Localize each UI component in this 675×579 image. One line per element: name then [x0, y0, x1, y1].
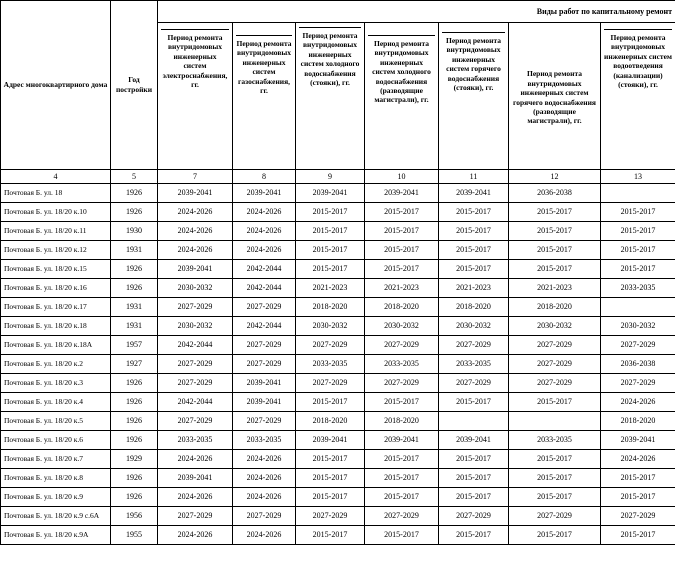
year-cell: 1926: [111, 184, 158, 203]
period-cell: 2015-2017: [601, 203, 675, 222]
period-cell: 2015-2017: [601, 260, 675, 279]
table-row: [1, 317, 675, 336]
period-cell: 2015-2017: [365, 222, 439, 241]
header-text: Период ремонта внутридомовых инженерных систем холодного водоснабжения (стояки), гг.: [299, 27, 361, 87]
period-cell: 2027-2029: [233, 412, 296, 431]
period-cell: 2033-2035: [509, 431, 601, 450]
address-cell: Почтовая Б. ул. 18/20 к.9 с.6А: [1, 507, 111, 526]
period-cell: 2033-2035: [365, 355, 439, 374]
period-cell: 2030-2032: [296, 317, 365, 336]
address-cell: Почтовая Б. ул. 18/20 к.3: [1, 374, 111, 393]
period-cell: 2042-2044: [233, 260, 296, 279]
address-cell: Почтовая Б. ул. 18/20 к.7: [1, 450, 111, 469]
year-cell: 1931: [111, 298, 158, 317]
period-cell: 2024-2026: [233, 222, 296, 241]
address-cell: Почтовая Б. ул. 18/20 к.18: [1, 317, 111, 336]
period-cell: 2039-2041: [296, 184, 365, 203]
band-row: [1, 1, 675, 23]
year-cell: 1926: [111, 203, 158, 222]
header-hot-water-risers: [439, 23, 509, 170]
period-cell: 2039-2041: [158, 184, 233, 203]
header-text: Период ремонта внутридомовых инженерных систем горячего водоснабжения (стояки), гг.: [442, 32, 505, 92]
period-cell: 2015-2017: [509, 526, 601, 545]
header-electric-supply: [158, 23, 233, 170]
table-row: [1, 184, 675, 203]
period-cell: 2027-2029: [158, 298, 233, 317]
address-cell: Почтовая Б. ул. 18/20 к.18А: [1, 336, 111, 355]
period-cell: 2030-2032: [509, 317, 601, 336]
address-cell: Почтовая Б. ул. 18/20 к.9А: [1, 526, 111, 545]
address-cell: Почтовая Б. ул. 18/20 к.4: [1, 393, 111, 412]
period-cell: 2018-2020: [439, 298, 509, 317]
header-text: Период ремонта внутридомовых инженерных систем водоотведения (канализации) (стояки), гг.: [604, 29, 672, 89]
period-cell: 2027-2029: [365, 336, 439, 355]
period-cell: 2024-2026: [158, 222, 233, 241]
header-year: Год постройки: [111, 1, 158, 170]
band-title: Виды работ по капитальному ремонт: [158, 1, 675, 23]
header-sewerage-risers: [601, 23, 675, 170]
column-number: 8: [233, 170, 296, 184]
header-cold-water-mains: [365, 23, 439, 170]
address-cell: Почтовая Б. ул. 18/20 к.15: [1, 260, 111, 279]
period-cell: 2015-2017: [439, 488, 509, 507]
period-cell: 2024-2026: [158, 526, 233, 545]
period-cell: [509, 412, 601, 431]
period-cell: 2027-2029: [233, 336, 296, 355]
period-cell: 2015-2017: [296, 241, 365, 260]
year-cell: 1926: [111, 260, 158, 279]
address-cell: Почтовая Б. ул. 18/20 к.11: [1, 222, 111, 241]
address-cell: Почтовая Б. ул. 18/20 к.12: [1, 241, 111, 260]
period-cell: 2027-2029: [158, 355, 233, 374]
period-cell: 2039-2041: [601, 431, 675, 450]
year-cell: 1929: [111, 450, 158, 469]
table-row: [1, 279, 675, 298]
period-cell: 2027-2029: [509, 507, 601, 526]
period-cell: 2033-2035: [601, 279, 675, 298]
period-cell: 2039-2041: [233, 374, 296, 393]
period-cell: 2033-2035: [296, 355, 365, 374]
period-cell: 2027-2029: [158, 507, 233, 526]
column-number: 5: [111, 170, 158, 184]
period-cell: 2018-2020: [296, 412, 365, 431]
column-number: 13: [601, 170, 675, 184]
header-gas-supply: [233, 23, 296, 170]
address-cell: Почтовая Б. ул. 18/20 к.10: [1, 203, 111, 222]
period-cell: 2027-2029: [439, 507, 509, 526]
period-cell: 2027-2029: [233, 355, 296, 374]
table-row: [1, 393, 675, 412]
period-cell: 2042-2044: [158, 393, 233, 412]
period-cell: 2021-2023: [296, 279, 365, 298]
period-cell: 2030-2032: [365, 317, 439, 336]
period-cell: 2015-2017: [439, 450, 509, 469]
period-cell: 2027-2029: [439, 336, 509, 355]
header-text: Период ремонта внутридомовых инженерных систем холодного водоснабжения (разводящие магистрали), гг.: [368, 35, 435, 105]
period-cell: 2024-2026: [233, 526, 296, 545]
column-number: 9: [296, 170, 365, 184]
header-address: Адрес многоквартирного дома: [1, 1, 111, 170]
period-cell: 2036-2038: [601, 355, 675, 374]
period-cell: 2018-2020: [509, 298, 601, 317]
table-row: [1, 431, 675, 450]
period-cell: 2015-2017: [365, 526, 439, 545]
year-cell: 1926: [111, 412, 158, 431]
period-cell: 2015-2017: [439, 526, 509, 545]
period-cell: 2015-2017: [296, 260, 365, 279]
header-hot-water-mains: [509, 23, 601, 170]
table-row: [1, 526, 675, 545]
period-cell: 2027-2029: [158, 374, 233, 393]
period-cell: 2027-2029: [296, 374, 365, 393]
address-cell: Почтовая Б. ул. 18: [1, 184, 111, 203]
year-cell: 1957: [111, 336, 158, 355]
period-cell: 2024-2026: [601, 450, 675, 469]
table-row: [1, 507, 675, 526]
year-cell: 1930: [111, 222, 158, 241]
table-row: [1, 260, 675, 279]
table-row: [1, 374, 675, 393]
period-cell: 2030-2032: [158, 279, 233, 298]
period-cell: 2018-2020: [296, 298, 365, 317]
period-cell: 2024-2026: [158, 203, 233, 222]
period-cell: 2039-2041: [296, 431, 365, 450]
period-cell: [601, 298, 675, 317]
column-number: 7: [158, 170, 233, 184]
table-body: [1, 184, 675, 545]
year-cell: 1926: [111, 393, 158, 412]
period-cell: 2015-2017: [601, 241, 675, 260]
header-text: Период ремонта внутридомовых инженерных систем горячего водоснабжения (разводящие магистрали), гг.: [512, 69, 596, 126]
table-row: [1, 298, 675, 317]
year-cell: 1927: [111, 355, 158, 374]
period-cell: 2039-2041: [158, 469, 233, 488]
period-cell: 2015-2017: [601, 222, 675, 241]
period-cell: 2015-2017: [439, 260, 509, 279]
period-cell: 2027-2029: [233, 507, 296, 526]
period-cell: 2027-2029: [509, 336, 601, 355]
period-cell: 2015-2017: [365, 450, 439, 469]
period-cell: [601, 184, 675, 203]
period-cell: 2030-2032: [601, 317, 675, 336]
period-cell: [439, 412, 509, 431]
column-number: 12: [509, 170, 601, 184]
period-cell: 2015-2017: [509, 203, 601, 222]
period-cell: 2027-2029: [509, 355, 601, 374]
address-cell: Почтовая Б. ул. 18/20 к.17: [1, 298, 111, 317]
year-cell: 1955: [111, 526, 158, 545]
address-cell: Почтовая Б. ул. 18/20 к.8: [1, 469, 111, 488]
table-row: [1, 222, 675, 241]
period-cell: 2033-2035: [158, 431, 233, 450]
table-row: [1, 203, 675, 222]
address-cell: Почтовая Б. ул. 18/20 к.16: [1, 279, 111, 298]
period-cell: 2024-2026: [233, 450, 296, 469]
period-cell: 2039-2041: [365, 431, 439, 450]
period-cell: 2015-2017: [439, 222, 509, 241]
period-cell: 2027-2029: [365, 507, 439, 526]
period-cell: 2039-2041: [158, 260, 233, 279]
header-text: Период ремонта внутридомовых инженерных систем электроснабжения, гг.: [161, 29, 229, 89]
period-cell: 2024-2026: [158, 241, 233, 260]
year-cell: 1926: [111, 374, 158, 393]
period-cell: 2015-2017: [365, 393, 439, 412]
table-row: [1, 469, 675, 488]
table-row: [1, 412, 675, 431]
period-cell: 2027-2029: [509, 374, 601, 393]
period-cell: 2015-2017: [365, 260, 439, 279]
period-cell: 2015-2017: [439, 469, 509, 488]
period-cell: 2033-2035: [439, 355, 509, 374]
period-cell: 2027-2029: [601, 507, 675, 526]
table-row: [1, 241, 675, 260]
period-cell: 2027-2029: [601, 374, 675, 393]
table-row: [1, 488, 675, 507]
period-cell: 2042-2044: [158, 336, 233, 355]
period-cell: 2015-2017: [509, 450, 601, 469]
period-cell: 2027-2029: [439, 374, 509, 393]
period-cell: 2042-2044: [233, 317, 296, 336]
table-row: [1, 450, 675, 469]
period-cell: 2015-2017: [509, 393, 601, 412]
period-cell: 2024-2026: [233, 241, 296, 260]
period-cell: 2030-2032: [158, 317, 233, 336]
period-cell: 2018-2020: [365, 412, 439, 431]
period-cell: 2024-2026: [601, 393, 675, 412]
period-cell: 2015-2017: [509, 241, 601, 260]
period-cell: 2021-2023: [365, 279, 439, 298]
period-cell: 2015-2017: [509, 469, 601, 488]
period-cell: 2021-2023: [509, 279, 601, 298]
header-text: Период ремонта внутридомовых инженерных систем газоснабжения, гг.: [236, 35, 292, 95]
period-cell: 2024-2026: [233, 488, 296, 507]
period-cell: 2015-2017: [296, 450, 365, 469]
column-number: 4: [1, 170, 111, 184]
period-cell: 2015-2017: [296, 203, 365, 222]
period-cell: 2015-2017: [601, 469, 675, 488]
period-cell: 2015-2017: [509, 488, 601, 507]
address-cell: Почтовая Б. ул. 18/20 к.2: [1, 355, 111, 374]
period-cell: 2039-2041: [233, 184, 296, 203]
period-cell: 2024-2026: [158, 450, 233, 469]
period-cell: 2024-2026: [158, 488, 233, 507]
header-cold-water-risers: [296, 23, 365, 170]
period-cell: 2033-2035: [233, 431, 296, 450]
year-cell: 1931: [111, 241, 158, 260]
year-cell: 1931: [111, 317, 158, 336]
period-cell: 2027-2029: [296, 336, 365, 355]
period-cell: 2015-2017: [296, 222, 365, 241]
period-cell: 2024-2026: [233, 203, 296, 222]
period-cell: 2015-2017: [439, 241, 509, 260]
period-cell: 2015-2017: [296, 469, 365, 488]
period-cell: 2039-2041: [439, 431, 509, 450]
address-cell: Почтовая Б. ул. 18/20 к.9: [1, 488, 111, 507]
period-cell: 2027-2029: [233, 298, 296, 317]
year-cell: 1926: [111, 279, 158, 298]
year-cell: 1956: [111, 507, 158, 526]
period-cell: 2036-2038: [509, 184, 601, 203]
period-cell: 2015-2017: [439, 203, 509, 222]
period-cell: 2030-2032: [439, 317, 509, 336]
column-number: 11: [439, 170, 509, 184]
period-cell: 2027-2029: [296, 507, 365, 526]
column-number-row: [1, 170, 675, 184]
table-row: [1, 336, 675, 355]
period-cell: 2027-2029: [365, 374, 439, 393]
period-cell: 2021-2023: [439, 279, 509, 298]
period-cell: 2015-2017: [439, 393, 509, 412]
period-cell: 2039-2041: [439, 184, 509, 203]
period-cell: 2039-2041: [233, 393, 296, 412]
period-cell: 2015-2017: [296, 526, 365, 545]
period-cell: 2015-2017: [601, 488, 675, 507]
year-cell: 1926: [111, 469, 158, 488]
column-number: 10: [365, 170, 439, 184]
period-cell: 2015-2017: [509, 260, 601, 279]
period-cell: 2015-2017: [365, 203, 439, 222]
period-cell: 2042-2044: [233, 279, 296, 298]
address-cell: Почтовая Б. ул. 18/20 к.6: [1, 431, 111, 450]
period-cell: 2015-2017: [509, 222, 601, 241]
year-cell: 1926: [111, 431, 158, 450]
period-cell: 2039-2041: [365, 184, 439, 203]
table-row: [1, 355, 675, 374]
period-cell: 2018-2020: [365, 298, 439, 317]
period-cell: 2027-2029: [601, 336, 675, 355]
period-cell: 2024-2026: [233, 469, 296, 488]
address-cell: Почтовая Б. ул. 18/20 к.5: [1, 412, 111, 431]
period-cell: 2015-2017: [601, 526, 675, 545]
period-cell: 2015-2017: [365, 469, 439, 488]
period-cell: 2015-2017: [365, 488, 439, 507]
period-cell: 2015-2017: [296, 488, 365, 507]
period-cell: 2015-2017: [296, 393, 365, 412]
period-cell: 2015-2017: [365, 241, 439, 260]
period-cell: 2027-2029: [158, 412, 233, 431]
period-cell: 2018-2020: [601, 412, 675, 431]
year-cell: 1926: [111, 488, 158, 507]
